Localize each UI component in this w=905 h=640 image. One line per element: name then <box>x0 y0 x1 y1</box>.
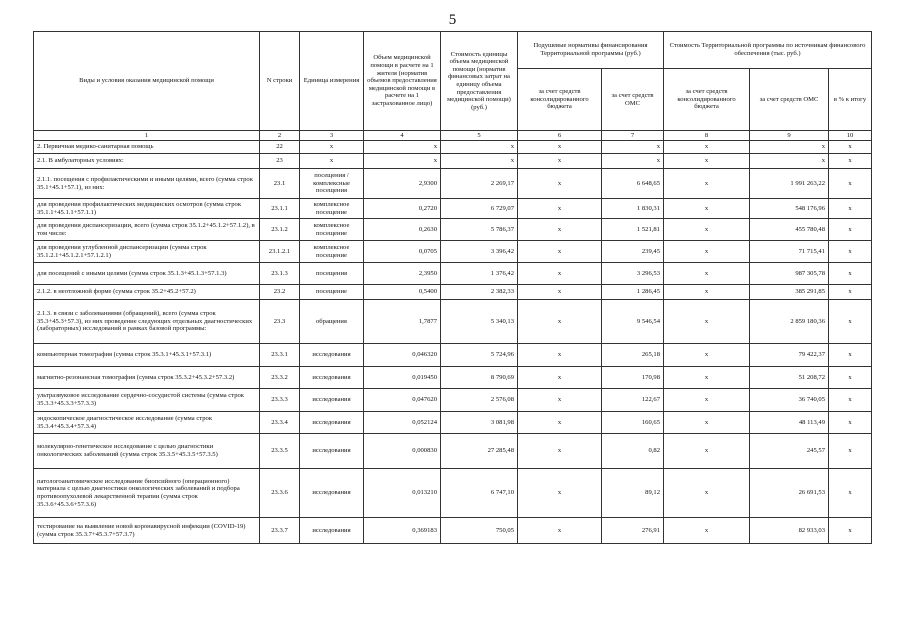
row-volume: x <box>364 154 441 169</box>
row-budget-per-capita: x <box>518 518 602 544</box>
row-volume: 0,047620 <box>364 389 441 412</box>
table-row <box>34 263 872 285</box>
row-oms-per-capita: 9 546,54 <box>602 300 664 344</box>
row-name: ультразвуковое исследование сердечно-сосудистой системы (сумма строк 35.3.3+45.3.3+57.3.3) <box>34 389 260 412</box>
row-name: для проведения профилактических медицинских осмотров (сумма строк 35.1.1+45.1.1+57.1.1) <box>34 199 260 219</box>
row-budget-per-capita: x <box>518 219 602 241</box>
row-number: 22 <box>260 141 300 154</box>
row-oms-cost: 71 715,41 <box>750 241 829 263</box>
row-budget-cost: x <box>664 434 750 469</box>
row-budget-per-capita: x <box>518 412 602 434</box>
row-oms-per-capita: 276,91 <box>602 518 664 544</box>
table-row <box>34 154 872 169</box>
row-name: для посещений с иными целями (сумма строк 35.1.3+45.1.3+57.1.3) <box>34 263 260 285</box>
row-unit-cost: 27 285,48 <box>441 434 518 469</box>
row-unit-cost: 2 382,33 <box>441 285 518 300</box>
column-number: 8 <box>664 131 750 141</box>
row-number: 23.1.3 <box>260 263 300 285</box>
table-row <box>34 389 872 412</box>
page-number: 5 <box>448 12 457 28</box>
row-oms-cost: 51 208,72 <box>750 367 829 389</box>
financing-table <box>33 31 872 544</box>
row-volume: x <box>364 141 441 154</box>
row-volume: 0,5400 <box>364 285 441 300</box>
row-budget-cost: x <box>664 169 750 199</box>
row-oms-cost: 385 291,85 <box>750 285 829 300</box>
column-number: 5 <box>441 131 518 141</box>
row-unit-cost: 3 081,98 <box>441 412 518 434</box>
row-name: компьютерная томография (сумма строк 35.3.1+45.3.1+57.3.1) <box>34 344 260 367</box>
header-per-capita-group: Подушевые нормативы финансирования Территориальной программы (руб.) <box>518 32 664 69</box>
row-oms-cost: 1 991 263,22 <box>750 169 829 199</box>
table-row <box>34 469 872 518</box>
row-oms-cost: 2 859 180,36 <box>750 300 829 344</box>
row-percent: x <box>829 412 872 434</box>
row-oms-per-capita: 170,98 <box>602 367 664 389</box>
row-number: 23.3.4 <box>260 412 300 434</box>
row-name: 2. Первичная медико-санитарная помощь <box>34 141 260 154</box>
row-number: 23 <box>260 154 300 169</box>
header-budget-cost: за счет средств консолидированного бюджета <box>664 69 750 131</box>
row-unit: посещения <box>300 263 364 285</box>
row-number: 23.3.5 <box>260 434 300 469</box>
row-unit-cost: 5 340,13 <box>441 300 518 344</box>
row-percent: x <box>829 389 872 412</box>
row-unit: исследования <box>300 389 364 412</box>
row-unit-cost: 6 729,07 <box>441 199 518 219</box>
row-percent: x <box>829 344 872 367</box>
row-volume: 0,019450 <box>364 367 441 389</box>
row-budget-per-capita: x <box>518 434 602 469</box>
row-oms-cost: 455 780,48 <box>750 219 829 241</box>
header-oms-per-capita: за счет средств ОМС <box>602 69 664 131</box>
row-oms-cost: 987 305,78 <box>750 263 829 285</box>
row-percent: x <box>829 263 872 285</box>
row-number: 23.3.2 <box>260 367 300 389</box>
header-kinds: Виды и условия оказания медицинской помощи <box>34 32 260 131</box>
table-row <box>34 141 872 154</box>
header-percent-total: в % к итогу <box>829 69 872 131</box>
column-number: 1 <box>34 131 260 141</box>
row-budget-per-capita: x <box>518 263 602 285</box>
row-percent: x <box>829 169 872 199</box>
row-budget-per-capita: x <box>518 300 602 344</box>
row-name: 2.1.3. в связи с заболеваниями (обращений), всего (сумма строк 35.3+45.3+57.3), из них проведение следующих отдельных диагностических (лабораторных) исследований в рамках базовой программы: <box>34 300 260 344</box>
row-budget-cost: x <box>664 389 750 412</box>
header-row-number: N строки <box>260 32 300 131</box>
row-number: 23.3 <box>260 300 300 344</box>
row-unit: посещение <box>300 285 364 300</box>
table-row <box>34 285 872 300</box>
row-volume: 0,2720 <box>364 199 441 219</box>
row-oms-cost: 48 113,49 <box>750 412 829 434</box>
row-oms-per-capita: 265,18 <box>602 344 664 367</box>
row-number: 23.1.2 <box>260 219 300 241</box>
row-budget-per-capita: x <box>518 285 602 300</box>
row-budget-per-capita: x <box>518 389 602 412</box>
header-budget-per-capita: за счет средств консолидированного бюджета <box>518 69 602 131</box>
row-budget-cost: x <box>664 219 750 241</box>
row-unit: посещения / комплексные посещения <box>300 169 364 199</box>
row-oms-per-capita: 239,45 <box>602 241 664 263</box>
row-unit: исследования <box>300 344 364 367</box>
row-oms-cost: 548 176,96 <box>750 199 829 219</box>
row-oms-per-capita: 0,82 <box>602 434 664 469</box>
row-unit-cost: 2 576,08 <box>441 389 518 412</box>
row-volume: 0,369183 <box>364 518 441 544</box>
row-name: для проведения диспансеризации, всего (сумма строк 35.1.2+45.1.2+57.1.2), в том числе: <box>34 219 260 241</box>
table-row <box>34 344 872 367</box>
row-volume: 0,013210 <box>364 469 441 518</box>
row-unit-cost: 750,05 <box>441 518 518 544</box>
row-oms-cost: x <box>750 154 829 169</box>
column-number: 10 <box>829 131 872 141</box>
column-number: 2 <box>260 131 300 141</box>
row-budget-cost: x <box>664 263 750 285</box>
row-number: 23.1.1 <box>260 199 300 219</box>
row-unit: комплексное посещение <box>300 199 364 219</box>
row-unit-cost: x <box>441 154 518 169</box>
column-number: 3 <box>300 131 364 141</box>
row-budget-cost: x <box>664 518 750 544</box>
row-percent: x <box>829 434 872 469</box>
row-percent: x <box>829 141 872 154</box>
row-unit-cost: 1 376,42 <box>441 263 518 285</box>
table-row <box>34 241 872 263</box>
header-volume: Объем медицинской помощи в расчете на 1 жителя (норматив объемов предоставления медицинской помощи в расчете на 1 застрахованное лицо) <box>364 32 441 131</box>
row-unit: исследования <box>300 518 364 544</box>
row-unit: x <box>300 141 364 154</box>
row-name: магнитно-резонансная томография (сумма строк 35.3.2+45.3.2+57.3.2) <box>34 367 260 389</box>
row-unit: обращения <box>300 300 364 344</box>
row-oms-cost: 245,57 <box>750 434 829 469</box>
row-percent: x <box>829 199 872 219</box>
row-unit: исследования <box>300 367 364 389</box>
row-percent: x <box>829 219 872 241</box>
row-name: 2.1.2. в неотложной форме (сумма строк 35.2+45.2+57.2) <box>34 285 260 300</box>
row-volume: 0,000830 <box>364 434 441 469</box>
row-unit-cost: 5 786,37 <box>441 219 518 241</box>
table-row <box>34 412 872 434</box>
row-oms-cost: 82 933,03 <box>750 518 829 544</box>
column-number: 9 <box>750 131 829 141</box>
row-unit-cost: 8 790,69 <box>441 367 518 389</box>
header-unit-cost: Стоимость единицы объема медицинской помощи (норматив финансовых затрат на единицу объема предоставления медицинской помощи) (руб.) <box>441 32 518 131</box>
row-percent: x <box>829 469 872 518</box>
header-program-cost-group: Стоимость Территориальной программы по источникам финансового обеспечения (тыс. руб.) <box>664 32 872 69</box>
row-number: 23.1.2.1 <box>260 241 300 263</box>
row-oms-per-capita: 160,65 <box>602 412 664 434</box>
row-unit-cost: x <box>441 141 518 154</box>
row-number: 23.1 <box>260 169 300 199</box>
row-unit: исследования <box>300 469 364 518</box>
row-budget-per-capita: x <box>518 469 602 518</box>
row-budget-cost: x <box>664 300 750 344</box>
row-oms-cost: x <box>750 141 829 154</box>
row-budget-cost: x <box>664 154 750 169</box>
header-unit: Единица измерения <box>300 32 364 131</box>
row-name: 2.1.1. посещения с профилактическими и иными целями, всего (сумма строк 35.1+45.1+57.1), из них: <box>34 169 260 199</box>
row-budget-cost: x <box>664 285 750 300</box>
header-oms-cost: за счет средств ОМС <box>750 69 829 131</box>
row-name: для проведения углубленной диспансеризации (сумма строк 35.1.2.1+45.1.2.1+57.1.2.1) <box>34 241 260 263</box>
row-oms-per-capita: x <box>602 141 664 154</box>
row-name: эндоскопическое диагностическое исследование (сумма строк 35.3.4+45.3.4+57.3.4) <box>34 412 260 434</box>
row-volume: 1,7877 <box>364 300 441 344</box>
row-oms-per-capita: 1 830,31 <box>602 199 664 219</box>
table-row <box>34 518 872 544</box>
row-oms-per-capita: 3 296,53 <box>602 263 664 285</box>
row-budget-cost: x <box>664 412 750 434</box>
row-oms-per-capita: 89,12 <box>602 469 664 518</box>
row-percent: x <box>829 518 872 544</box>
row-oms-cost: 79 422,37 <box>750 344 829 367</box>
row-budget-per-capita: x <box>518 241 602 263</box>
row-budget-per-capita: x <box>518 141 602 154</box>
row-budget-per-capita: x <box>518 169 602 199</box>
row-unit: исследования <box>300 412 364 434</box>
row-volume: 2,9300 <box>364 169 441 199</box>
table-row <box>34 434 872 469</box>
row-budget-cost: x <box>664 367 750 389</box>
row-percent: x <box>829 300 872 344</box>
row-percent: x <box>829 367 872 389</box>
row-volume: 0,2630 <box>364 219 441 241</box>
row-budget-cost: x <box>664 241 750 263</box>
row-budget-cost: x <box>664 141 750 154</box>
row-volume: 0,046320 <box>364 344 441 367</box>
column-number: 6 <box>518 131 602 141</box>
row-percent: x <box>829 154 872 169</box>
row-budget-cost: x <box>664 469 750 518</box>
row-percent: x <box>829 241 872 263</box>
row-budget-cost: x <box>664 344 750 367</box>
row-budget-cost: x <box>664 199 750 219</box>
row-oms-per-capita: x <box>602 154 664 169</box>
table-row <box>34 300 872 344</box>
row-unit: x <box>300 154 364 169</box>
table-row <box>34 219 872 241</box>
row-unit-cost: 3 396,42 <box>441 241 518 263</box>
row-unit: комплексное посещение <box>300 219 364 241</box>
row-name: 2.1. В амбулаторных условиях: <box>34 154 260 169</box>
table-row <box>34 199 872 219</box>
row-number: 23.2 <box>260 285 300 300</box>
row-name: патологоанатомическое исследование биопсийного (операционного) материала с целью диагностики онкологических заболеваний и подбора противоопухолевой лекарственной терапии (сумма строк 35.3.6+45.3.6+57.3.6) <box>34 469 260 518</box>
row-budget-per-capita: x <box>518 344 602 367</box>
row-oms-per-capita: 1 521,81 <box>602 219 664 241</box>
column-number-row <box>34 131 872 141</box>
row-oms-per-capita: 6 648,65 <box>602 169 664 199</box>
row-oms-per-capita: 1 286,45 <box>602 285 664 300</box>
row-name: молекулярно-генетическое исследование с целью диагностики онкологических заболеваний (сумма строк 35.3.5+45.3.5+57.3.5) <box>34 434 260 469</box>
row-oms-per-capita: 122,67 <box>602 389 664 412</box>
row-number: 23.3.6 <box>260 469 300 518</box>
row-unit: исследования <box>300 434 364 469</box>
row-number: 23.3.7 <box>260 518 300 544</box>
column-number: 7 <box>602 131 664 141</box>
row-unit: комплексное посещение <box>300 241 364 263</box>
row-unit-cost: 6 747,10 <box>441 469 518 518</box>
row-percent: x <box>829 285 872 300</box>
column-number: 4 <box>364 131 441 141</box>
row-volume: 2,3950 <box>364 263 441 285</box>
row-volume: 0,052124 <box>364 412 441 434</box>
table-row <box>34 169 872 199</box>
row-name: тестирование на выявление новой коронавирусной инфекции (COVID-19) (сумма строк 35.3.7+45.3.7+57.3.7) <box>34 518 260 544</box>
row-budget-per-capita: x <box>518 154 602 169</box>
row-unit-cost: 5 724,96 <box>441 344 518 367</box>
row-number: 23.3.3 <box>260 389 300 412</box>
row-oms-cost: 26 691,53 <box>750 469 829 518</box>
table-row <box>34 367 872 389</box>
row-budget-per-capita: x <box>518 367 602 389</box>
row-budget-per-capita: x <box>518 199 602 219</box>
row-unit-cost: 2 269,17 <box>441 169 518 199</box>
row-volume: 0,0705 <box>364 241 441 263</box>
row-number: 23.3.1 <box>260 344 300 367</box>
table-body <box>34 141 872 544</box>
row-oms-cost: 36 740,05 <box>750 389 829 412</box>
